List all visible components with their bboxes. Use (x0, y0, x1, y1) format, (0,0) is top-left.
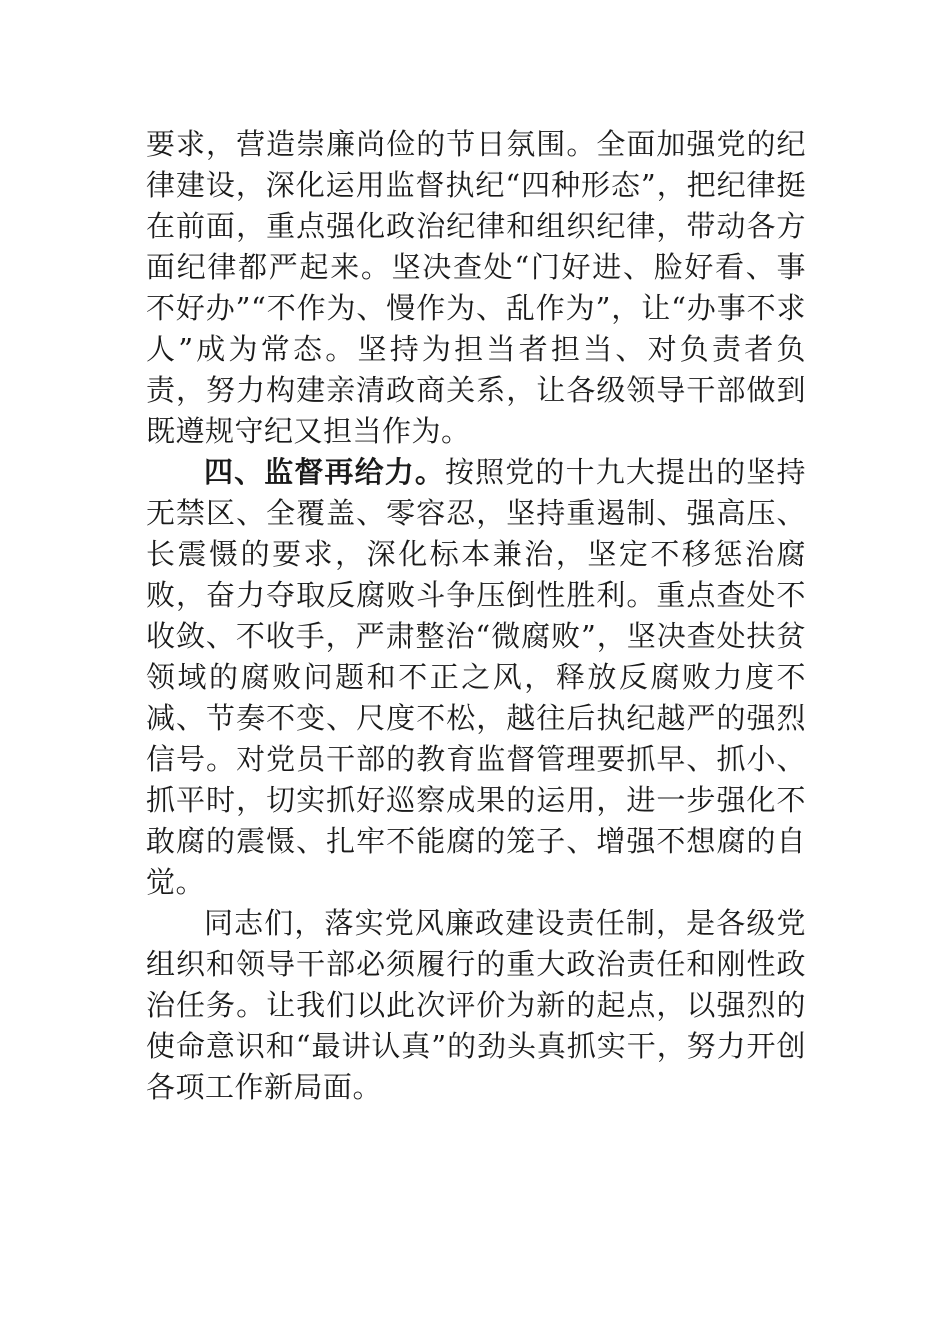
paragraph-text: 按照党的十九大提出的坚持无禁区、全覆盖、零容忍，坚持重遏制、强高压、长震慑的要求，深化标本兼治，坚定不移惩治腐败，奋力夺取反腐败斗争压倒性胜利。重点查处不收敛、不收手，严肃整治“微腐败”，坚决查处扶贫领域的腐败问题和不正之风，释放反腐败力度不减、节奏不变、尺度不松，越往后执纪越严的强烈信号。对党员干部的教育监督管理要抓早、抓小、抓平时，切实抓好巡察成果的运用，进一步强化不敢腐的震慑、扎牢不能腐的笼子、增强不想腐的自觉。 (146, 455, 806, 899)
paragraph-continuation (146, 124, 806, 452)
document-body (146, 124, 806, 1108)
paragraph-text: 同志们，落实党风廉政建设责任制，是各级党组织和领导干部必须履行的重大政治责任和刚性政治任务。让我们以此次评价为新的起点，以强烈的使命意识和“最讲认真”的劲头真抓实干，努力开创各项工作新局面。 (146, 906, 806, 1104)
section-heading: 四、监督再给力。 (204, 455, 446, 489)
paragraph-text: 要求，营造崇廉尚俭的节日氛围。全面加强党的纪律建设，深化运用监督执纪“四种形态”，把纪律挺在前面，重点强化政治纪律和组织纪律，带动各方面纪律都严起来。坚决查处“门好进、脸好看、事不好办”“不作为、慢作为、乱作为”，让“办事不求人”成为常态。坚持为担当者担当、对负责者负责，努力构建亲清政商关系，让各级领导干部做到既遵规守纪又担当作为。 (146, 127, 806, 448)
paragraph-section-four (146, 452, 806, 903)
paragraph-closing (146, 903, 806, 1108)
